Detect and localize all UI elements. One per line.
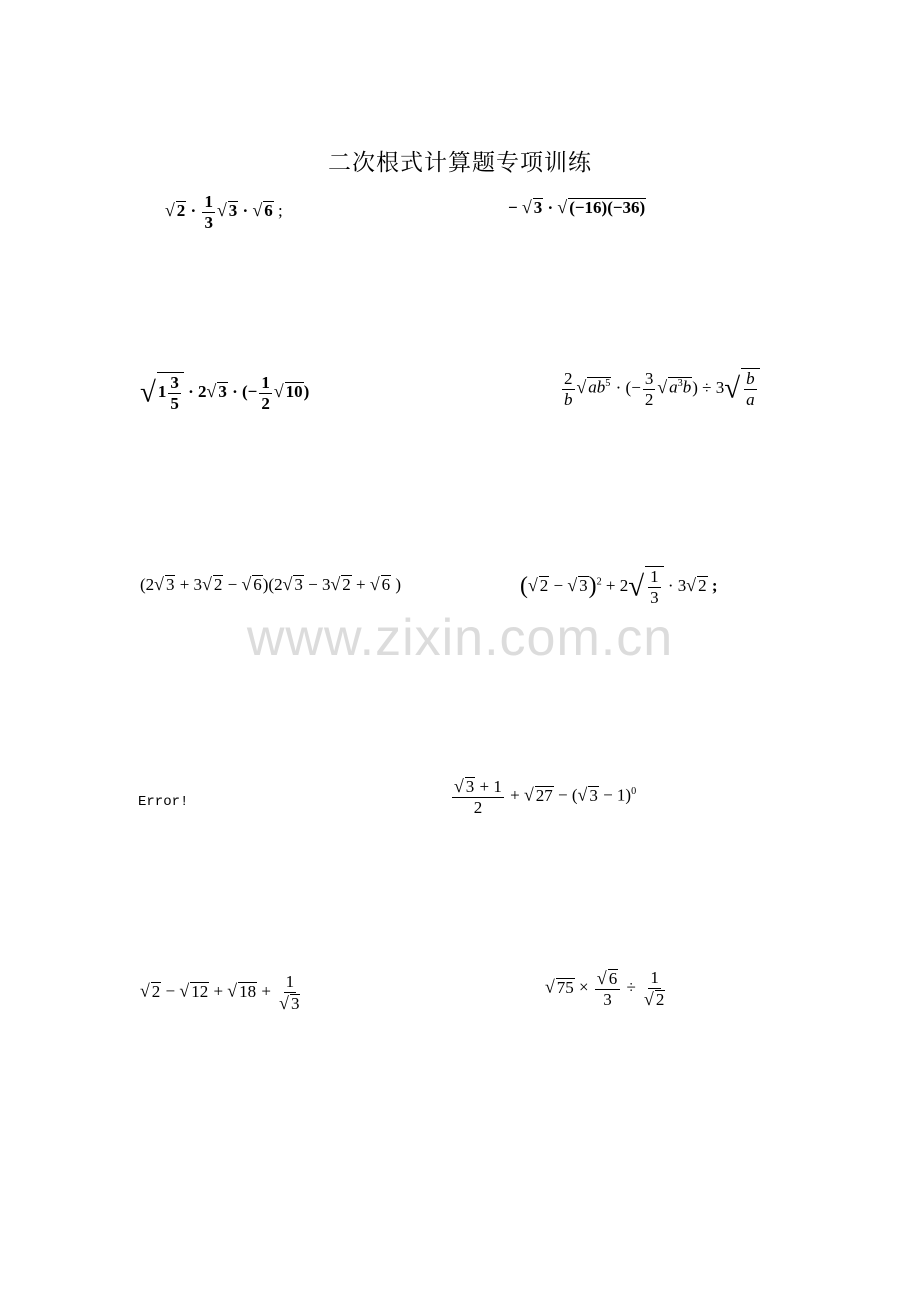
- error-text: Error!: [138, 794, 189, 810]
- math-problem-9: √ 2 − √ 12 + √ 18 + $\frac{1}{√ 3}$: [140, 972, 300, 1013]
- math-problem-6: (√ 2 − √ 3)$^2$ + 2√ $\frac{1}{3}$ · 3√ 2 ;: [520, 567, 718, 607]
- page-title: 二次根式计算题专项训练: [328, 150, 592, 176]
- math-problem-4: $\frac{2}{b}$ √ $ab^5$ · (− $\frac{3}{2}$ √ $a^3b) \div 3√$ $\frac{b}{a}$: [560, 368, 760, 409]
- math-problem-10: √ 75 × $\frac{√ 6}{3}$ ÷ $\frac{1}{√ 2}$: [545, 968, 665, 1009]
- watermark-text: www.zixin.com.cn: [246, 609, 674, 667]
- math-problem-8: $\frac{√ 3 + 1}{2}$ + √ 27 − (√ 3 − 1)$^0$: [454, 776, 637, 817]
- math-problem-5: (2√ 3 + 3√ 2 − √ 6)(2√ 3 − 3√ 2 + √ 6 ): [140, 574, 402, 594]
- math-problem-1: √ 2 · $\frac{1}{3}$ √ 3 · √ 6 ;: [165, 192, 283, 232]
- math-problem-2: − √ 3 · √ (−16)(−36): [508, 197, 646, 217]
- math-problem-3: √ 1 $\frac{3}{5}$ · 2√ 3 · (− $\frac{1}{2}$ √ 10): [140, 373, 310, 413]
